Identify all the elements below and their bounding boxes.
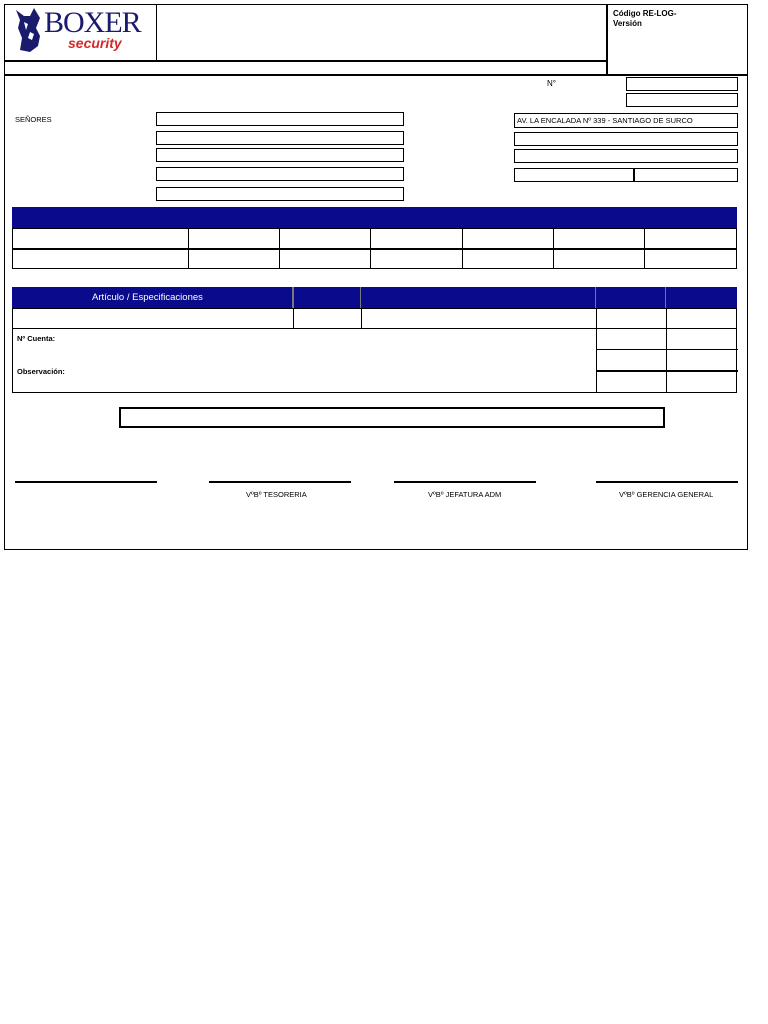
code-label: Código RE-LOG- [613, 9, 677, 18]
items-header-divider [360, 287, 361, 308]
info-col-divider [370, 229, 371, 268]
observation-label: Observación: [17, 367, 65, 376]
date-field[interactable] [626, 93, 738, 107]
header-rule-title [4, 60, 607, 62]
supplier-field-2[interactable] [156, 131, 404, 145]
totals-row-divider [596, 349, 738, 350]
signature-line-1 [15, 481, 157, 483]
items-col-divider [666, 309, 667, 393]
totals-row-divider [596, 370, 738, 372]
version-label: Versión [613, 19, 642, 28]
supplier-field-5[interactable] [156, 187, 404, 201]
items-table-header [12, 287, 737, 308]
brand-tagline: security [68, 35, 122, 51]
article-header-label: Artículo / Especificaciones [92, 292, 203, 303]
number-label: N° [547, 79, 556, 88]
info-table-row-divider [13, 248, 736, 250]
info-col-divider [279, 229, 280, 268]
signature-label-gerencia: VºBº GERENCIA GENERAL [619, 490, 714, 499]
info-col-divider [188, 229, 189, 268]
address-field-4b[interactable] [634, 168, 738, 182]
signature-label-tesoreria: VºBº TESORERIA [246, 490, 307, 499]
code-divider [606, 4, 608, 76]
items-header-divider [595, 287, 596, 308]
info-col-divider [553, 229, 554, 268]
info-col-divider [462, 229, 463, 268]
supplier-name-field[interactable] [156, 112, 404, 126]
info-table [12, 228, 737, 269]
address-field-3[interactable] [514, 149, 738, 163]
amount-in-words-field[interactable] [119, 407, 665, 428]
item-row-divider [13, 328, 736, 329]
senores-label: SEÑORES [15, 115, 52, 124]
signature-line-4 [596, 481, 738, 483]
items-col-divider [596, 309, 597, 393]
signature-line-2 [209, 481, 351, 483]
items-header-divider [665, 287, 666, 308]
items-table [12, 308, 737, 393]
address-field-2[interactable] [514, 132, 738, 146]
signature-line-3 [394, 481, 536, 483]
supplier-field-3[interactable] [156, 148, 404, 162]
number-field[interactable] [626, 77, 738, 91]
info-table-header [12, 207, 737, 228]
info-col-divider [644, 229, 645, 268]
items-col-divider [293, 309, 294, 328]
company-logo [10, 6, 155, 56]
dog-head-icon [10, 6, 48, 54]
address-field[interactable]: AV. LA ENCALADA Nº 339 - SANTIAGO DE SURCO [514, 113, 738, 128]
header-rule-bottom [4, 74, 748, 76]
items-header-divider [292, 287, 294, 308]
items-col-divider [361, 309, 362, 328]
brand-name: BOXER [44, 6, 141, 39]
account-label: Nº Cuenta: [17, 334, 56, 343]
signature-label-jefatura: VºBº JEFATURA ADM [428, 490, 502, 499]
address-field-4a[interactable] [514, 168, 634, 182]
supplier-field-4[interactable] [156, 167, 404, 181]
